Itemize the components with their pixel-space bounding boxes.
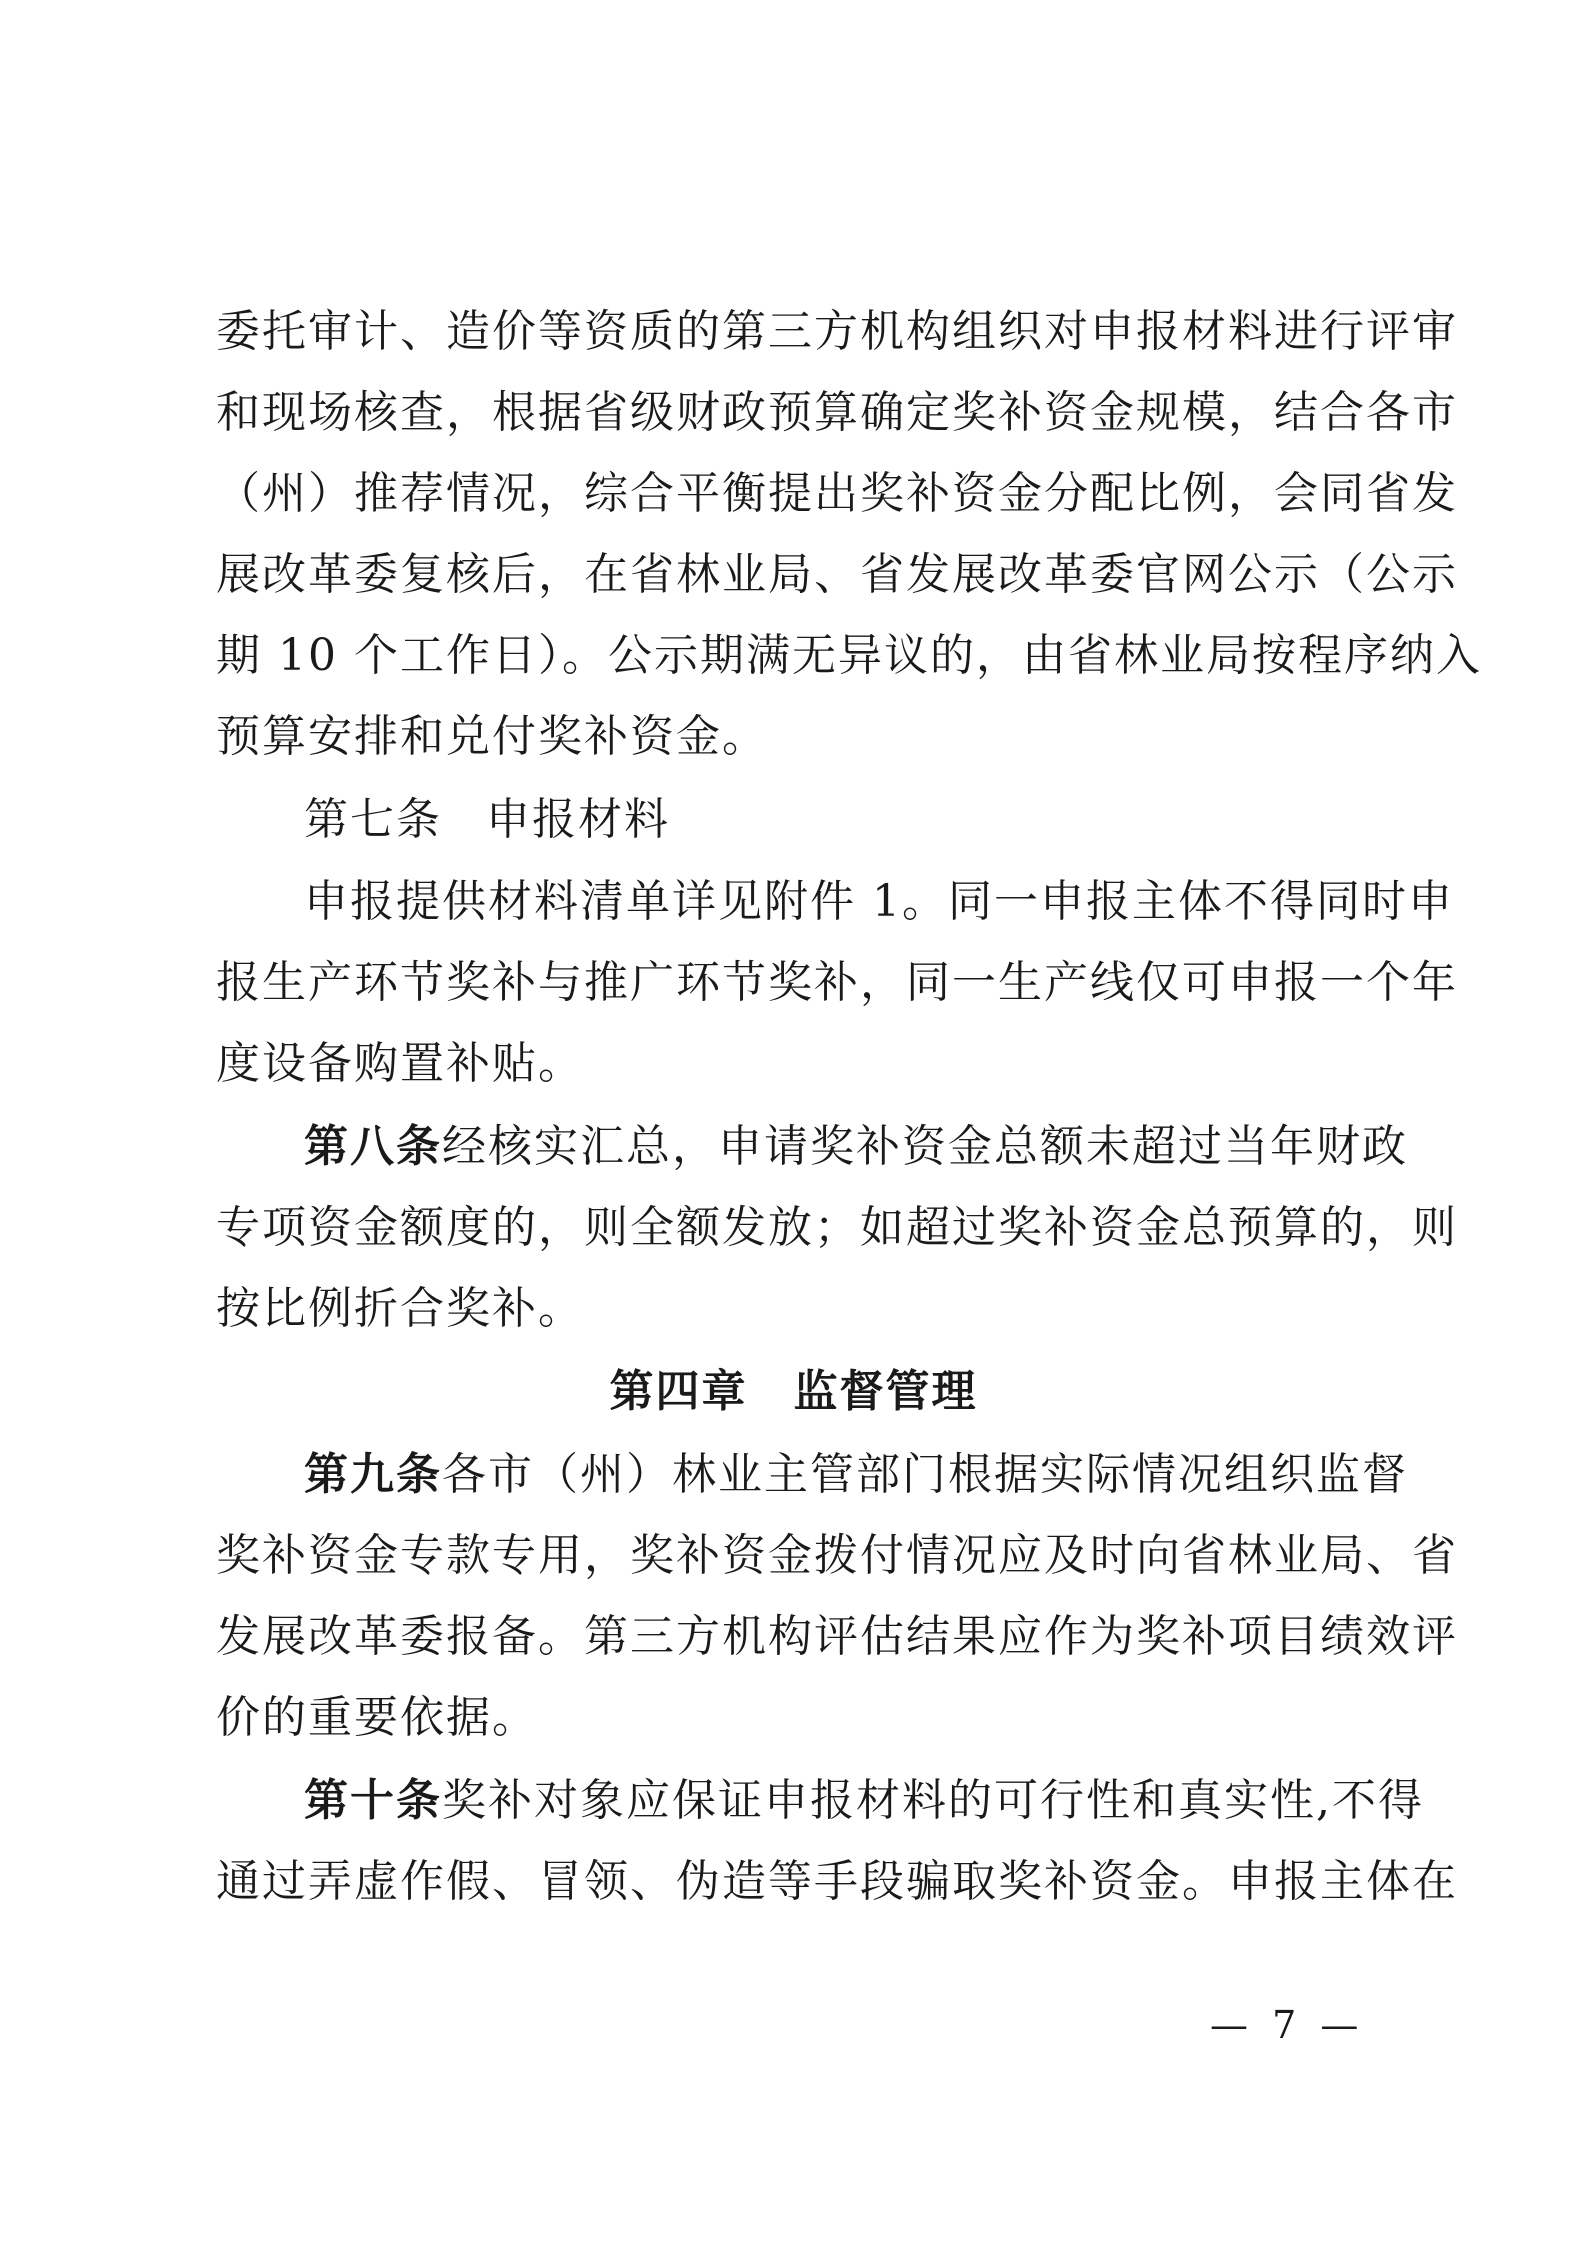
article-9-first-line xyxy=(304,1445,1408,1505)
body-line: 和现场核查，根据省级财政预算确定奖补资金规模，结合各市 xyxy=(216,387,1458,438)
body-line: （州）推荐情况，综合平衡提出奖补资金分配比例，会同省发 xyxy=(216,468,1458,519)
article-10-number: 第十条 xyxy=(304,1775,442,1826)
article-8-text: 经核实汇总，申请奖补资金总额未超过当年财政 xyxy=(442,1121,1408,1172)
chapter-heading: 第四章 监督管理 xyxy=(609,1366,978,1417)
body-line: 按比例折合奖补。 xyxy=(216,1283,584,1334)
article-7-title: 申报材料 xyxy=(486,794,670,845)
body-line: 价的重要依据。 xyxy=(216,1692,538,1743)
body-line: 度设备购置补贴。 xyxy=(216,1038,584,1089)
body-line: 委托审计、造价等资质的第三方机构组织对申报材料进行评审 xyxy=(216,306,1458,357)
article-8-number: 第八条 xyxy=(304,1121,442,1172)
body-line: 通过弄虚作假、冒领、伪造等手段骗取奖补资金。申报主体在 xyxy=(216,1856,1458,1907)
body-line: 报生产环节奖补与推广环节奖补，同一生产线仅可申报一个年 xyxy=(216,957,1458,1008)
body-line: 专项资金额度的，则全额发放；如超过奖补资金总预算的，则 xyxy=(216,1202,1458,1253)
article-9-text: 各市（州）林业主管部门根据实际情况组织监督 xyxy=(442,1449,1408,1500)
body-line: 发展改革委报备。第三方机构评估结果应作为奖补项目绩效评 xyxy=(216,1611,1458,1662)
article-7-number: 第七条 xyxy=(304,794,442,845)
body-line: 预算安排和兑付奖补资金。 xyxy=(216,711,768,762)
article-10-first-line xyxy=(304,1771,1424,1831)
body-line: 申报提供材料清单详见附件 1。同一申报主体不得同时申 xyxy=(304,876,1454,927)
body-line: 期 10 个工作日）。公示期满无异议的，由省林业局按程序纳入 xyxy=(216,630,1482,681)
article-10-text: 奖补对象应保证申报材料的可行性和真实性,不得 xyxy=(442,1775,1424,1826)
article-9-number: 第九条 xyxy=(304,1449,442,1500)
article-8-first-line xyxy=(304,1117,1408,1177)
body-line: 奖补资金专款专用，奖补资金拨付情况应及时向省林业局、省 xyxy=(216,1530,1458,1581)
body-line: 展改革委复核后，在省林业局、省发展改革委官网公示（公示 xyxy=(216,549,1458,600)
page-number: — 7 — xyxy=(1210,2003,1365,2047)
article-7-heading xyxy=(304,790,670,850)
